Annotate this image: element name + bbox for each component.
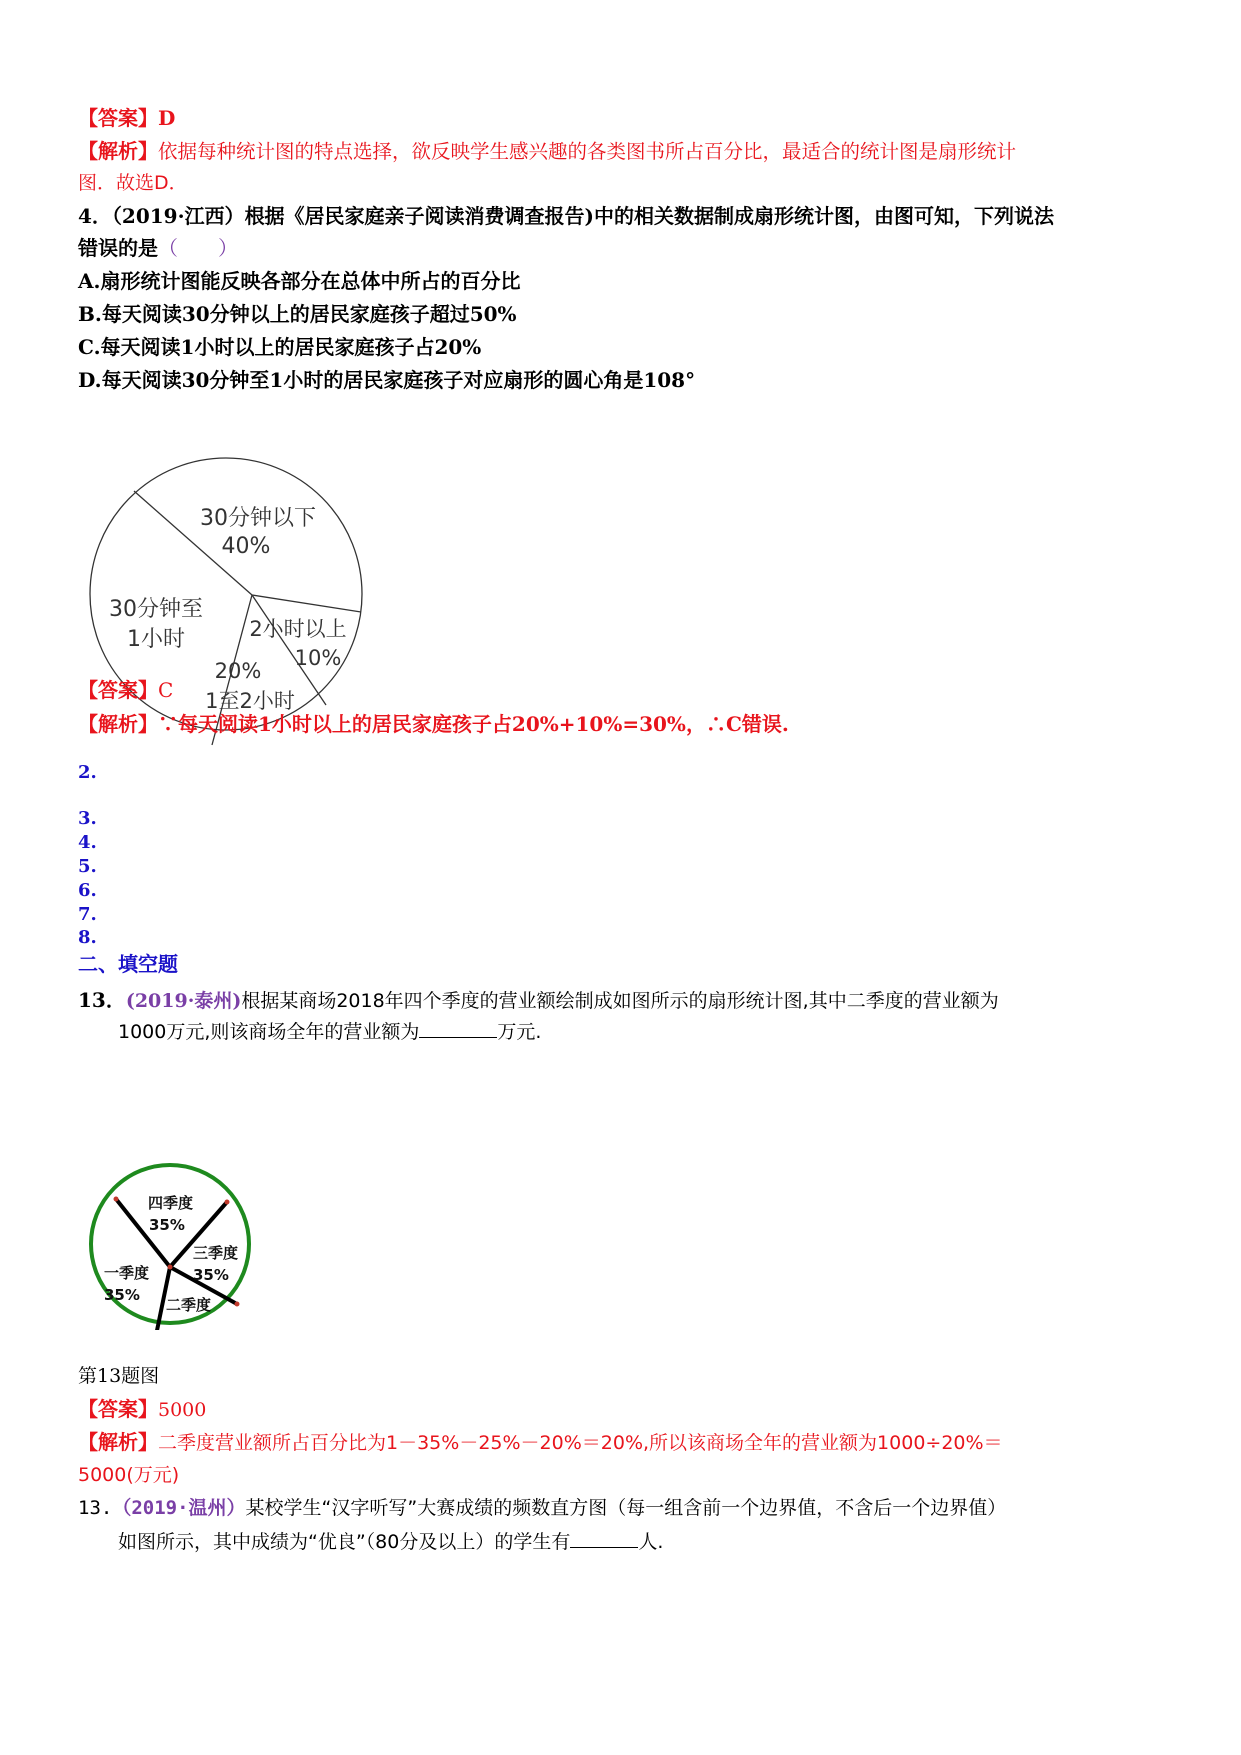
q3-analysis-line2: 图．故选D．	[78, 172, 188, 194]
slice-label-30min-1h-b: 1小时	[127, 627, 185, 652]
q13b-stem-line2	[118, 1527, 663, 1556]
slice-label-q2: 二季度	[166, 1296, 212, 1314]
analysis-text: 二季度营业额所占百分比为1－35%－25%－20%＝20%,所以该商场全年的营业额为1000÷20%＝	[158, 1432, 1003, 1454]
q13a-answer-line	[78, 1395, 206, 1424]
option-c: C.每天阅读1小时以上的居民家庭孩子占20%	[78, 335, 482, 359]
slice-label-q3: 三季度	[193, 1244, 239, 1262]
option-b: B.每天阅读30分钟以上的居民家庭孩子超过50%	[78, 302, 517, 326]
q13a-analysis-line2: 5000(万元)	[78, 1464, 180, 1486]
analysis-text: ∵每天阅读1小时以上的居民家庭孩子占20%+10%=30%，∴C错误.	[158, 712, 789, 736]
analysis-tag: 【解析】	[78, 712, 158, 736]
answer-tag: 【答案】	[78, 106, 158, 130]
option-a: A.扇形统计图能反映各部分在总体中所占的百分比	[78, 269, 521, 293]
question-source: (2019·泰州)	[125, 990, 242, 1012]
slice-pct-q3: 35%	[193, 1266, 229, 1284]
question-source: （2019·温州）	[112, 1497, 246, 1519]
slice-label-over-2h: 2小时以上	[249, 617, 347, 641]
list-number-3: 3.	[78, 808, 97, 829]
answer-value: D	[158, 106, 176, 130]
answer-paren: （ ）	[158, 236, 238, 260]
q3-analysis-line1	[78, 137, 1016, 166]
list-number-4: 4.	[78, 832, 97, 853]
slice-pct-q1: 35%	[104, 1286, 140, 1304]
question-stem-cont: 错误的是	[78, 236, 158, 260]
answer-blank[interactable]	[570, 1527, 638, 1548]
question-stem-cont: 如图所示，其中成绩为“优良”（80分及以上）的学生有	[118, 1531, 571, 1553]
answer-value: 5000	[158, 1399, 207, 1421]
slice-pct-over-2h: 10%	[294, 646, 342, 670]
option-d: D.每天阅读30分钟至1小时的居民家庭孩子对应扇形的圆心角是108°	[78, 368, 696, 392]
slice-label-30min-1h-a: 30分钟至	[109, 597, 203, 622]
slice-label-q4: 四季度	[148, 1194, 194, 1212]
q13b-stem-line1	[78, 1494, 1006, 1522]
question-stem: 根据某商场2018年四个季度的营业额绘制成如图所示的扇形统计图,其中二季度的营业额为	[241, 990, 999, 1012]
question-number: 13.	[78, 1497, 113, 1519]
q4-stem-line2	[78, 234, 238, 262]
answer-tag: 【答案】	[78, 1397, 158, 1421]
answer-value: C	[158, 678, 174, 702]
question-stem: 某校学生“汉字听写”大赛成绩的频数直方图（每一组含前一个边界值，不含后一个边界值）	[245, 1497, 1007, 1519]
question-source: （2019·江西）	[111, 204, 245, 228]
q13a-analysis-line1	[78, 1428, 1003, 1457]
figure-caption: 第13题图	[78, 1365, 160, 1387]
list-number-7: 7.	[78, 904, 97, 925]
slice-pct-q4: 35%	[149, 1216, 185, 1234]
answer-blank[interactable]	[419, 1017, 497, 1038]
question-stem-unit: 人.	[638, 1531, 664, 1553]
q3-answer-line	[78, 104, 175, 132]
q4-answer-line	[78, 676, 173, 704]
slice-pct-1-2h: 20%	[214, 659, 262, 683]
list-number-5: 5.	[78, 856, 97, 877]
analysis-text: 依据每种统计图的特点选择，欲反映学生感兴趣的各类图书所占百分比，最适合的统计图是扇形统计	[158, 140, 1017, 163]
slice-label-under-30min: 30分钟以下	[200, 506, 316, 531]
analysis-tag: 【解析】	[78, 1430, 158, 1454]
question-number: 4．	[78, 204, 112, 228]
section-heading: 二、填空题	[78, 952, 178, 976]
answer-tag: 【答案】	[78, 678, 158, 702]
quarterly-revenue-pie-chart	[86, 1160, 256, 1330]
list-number-8: 8.	[78, 927, 97, 948]
slice-label-q1: 一季度	[104, 1264, 150, 1282]
q4-stem-line1	[78, 202, 1054, 230]
list-number-2: 2.	[78, 762, 97, 783]
analysis-tag: 【解析】	[78, 139, 158, 163]
q13a-stem-line1	[78, 986, 999, 1015]
slice-label-1-2h: 1至2小时	[205, 689, 295, 713]
list-number-6: 6.	[78, 880, 97, 901]
question-stem-unit: 万元.	[497, 1021, 542, 1043]
question-number: 13．	[78, 988, 126, 1012]
q4-analysis-line	[78, 710, 789, 738]
slice-pct-under-30min: 40%	[221, 534, 271, 559]
question-stem-cont: 1000万元,则该商场全年的营业额为	[118, 1021, 420, 1043]
question-stem: 根据《居民家庭亲子阅读消费调查报告)中的相关数据制成扇形统计图，由图可知，下列说法	[244, 204, 1055, 228]
q13a-stem-line2	[118, 1017, 541, 1046]
